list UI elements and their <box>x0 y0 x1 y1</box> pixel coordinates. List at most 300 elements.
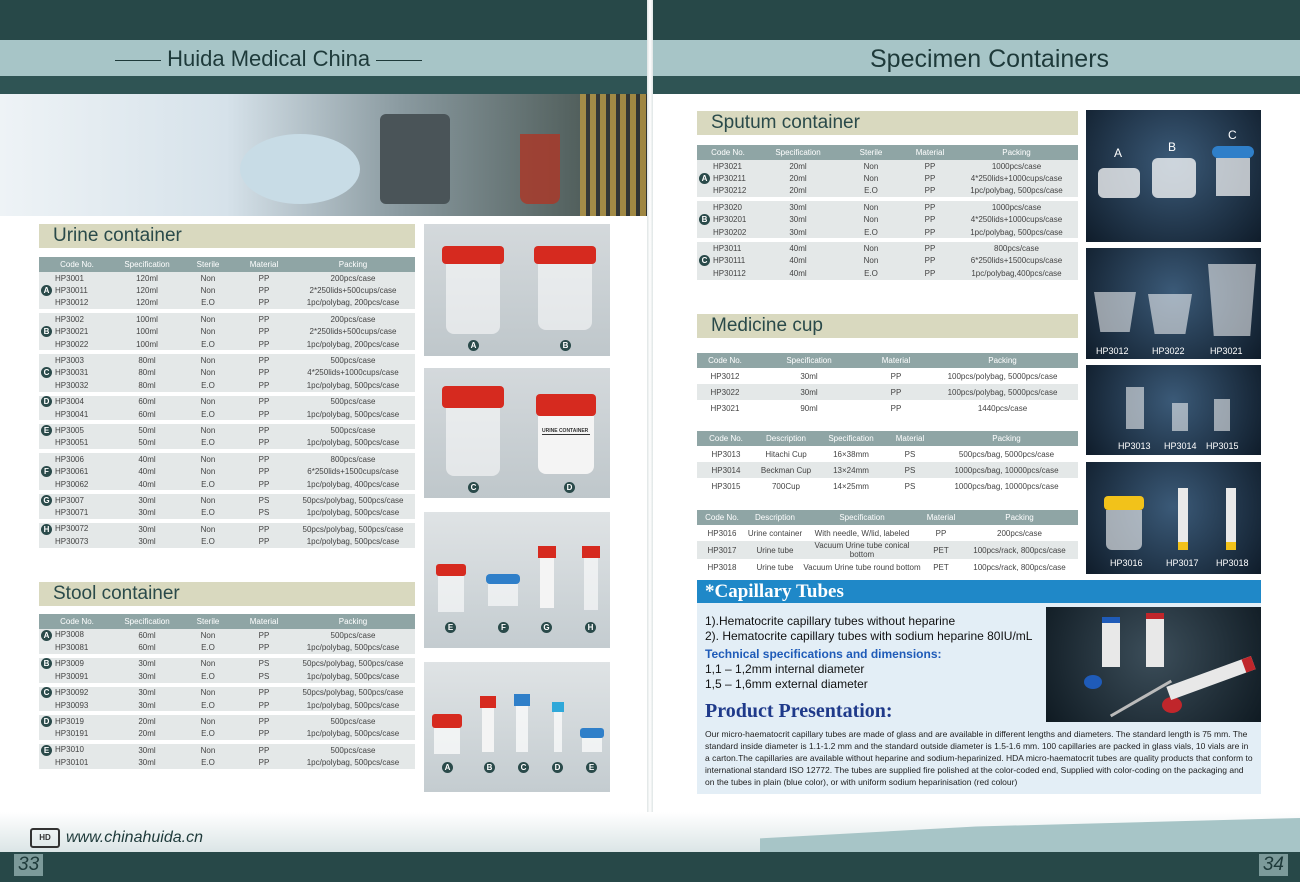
table-cell <box>39 629 115 641</box>
group-badge: A <box>699 173 710 184</box>
urine-table <box>39 257 415 548</box>
photo-label-b: B <box>1168 140 1177 154</box>
table-row <box>39 313 415 325</box>
table-cell: HP3021 <box>710 403 740 413</box>
table-cell <box>697 255 759 267</box>
table-row <box>697 160 1078 172</box>
table-cell: PET <box>921 541 961 559</box>
table-cell: 40ml <box>115 465 179 477</box>
table-cell: 1000pcs/case <box>955 201 1078 213</box>
table-row <box>697 368 1078 384</box>
table-cell: HP3014 <box>697 462 755 478</box>
table-cell: 80ml <box>115 379 179 391</box>
table-cell: 200pcs/case <box>291 313 415 325</box>
table-cell <box>697 267 759 279</box>
table-row <box>697 462 1078 478</box>
table-cell: 20ml <box>759 185 837 197</box>
group-badge: B <box>41 658 52 669</box>
table-row <box>697 446 1078 462</box>
table-cell: 30ml <box>115 523 179 535</box>
table-cell: Non <box>179 313 237 325</box>
table-cell: E.O <box>179 297 237 309</box>
table-row <box>39 354 415 366</box>
table-cell: PP <box>237 744 291 756</box>
table-cell: 50pcs/polybag, 500pcs/case <box>291 687 415 699</box>
table-cell: Non <box>837 172 905 184</box>
table-cell: PP <box>237 687 291 699</box>
table-row <box>39 744 415 756</box>
table-cell: Non <box>179 658 237 670</box>
table-cell <box>697 160 759 172</box>
table-cell: 1pc/polybag, 500pcs/case <box>291 437 415 449</box>
medicine-table-2 <box>697 431 1078 494</box>
table-cell: PP <box>935 528 947 538</box>
code-no: HP3003 <box>55 356 84 366</box>
table-cell: 100pcs/rack, 800pcs/case <box>961 541 1078 559</box>
table-cell: 100ml <box>115 338 179 350</box>
table-cell: Non <box>179 424 237 436</box>
table-cell: 1pc/polybag, 500pcs/case <box>291 379 415 391</box>
table-row <box>39 367 415 379</box>
table-cell: 1pc/polybag, 500pcs/case <box>291 670 415 682</box>
photo-label-b: B <box>560 340 571 351</box>
table-cell: PP <box>905 242 955 254</box>
code-no: HP30111 <box>713 256 746 266</box>
table-cell: Vacuum Urine tube conical bottom <box>803 541 921 559</box>
table-row <box>39 338 415 350</box>
table-cell: PP <box>237 367 291 379</box>
group-badge: B <box>41 326 52 337</box>
table-row <box>39 728 415 740</box>
table-cell: PP <box>905 226 955 238</box>
table-cell: 50ml <box>115 437 179 449</box>
table-cell: 100pcs/polybag, 5000pcs/case <box>947 371 1058 381</box>
table-cell: E.O <box>179 535 237 547</box>
table-cell: 1pc/polybag, 200pcs/case <box>291 297 415 309</box>
table-row <box>39 535 415 547</box>
table-cell: 30ml <box>115 744 179 756</box>
table-cell: Beckman Cup <box>755 462 817 478</box>
table-cell: 4*250lids+1000cups/case <box>291 367 415 379</box>
table-cell <box>39 396 115 408</box>
col-code: Code No. <box>697 145 759 160</box>
table-cell: 30ml <box>759 214 837 226</box>
code-no: HP30112 <box>713 268 746 278</box>
table-cell: HP3012 <box>710 371 740 381</box>
table-cell: PET <box>933 562 949 572</box>
code-no: HP30032 <box>55 380 89 390</box>
table-row <box>697 400 1078 416</box>
table-cell: E.O <box>179 728 237 740</box>
col-packing: Packing <box>935 431 1078 446</box>
code-no: HP30201 <box>713 214 747 224</box>
table-cell: 30ml <box>800 371 818 381</box>
group-badge: F <box>41 466 52 477</box>
code-no: HP3010 <box>55 745 84 755</box>
table-cell <box>697 185 759 197</box>
table-cell: 30ml <box>115 757 179 769</box>
footer-logo: HD <box>30 828 60 848</box>
table-cell: 40ml <box>759 267 837 279</box>
table-cell: Non <box>837 160 905 172</box>
table-cell <box>39 523 115 535</box>
table-cell: PP <box>237 424 291 436</box>
table-cell: Non <box>837 201 905 213</box>
table-cell: E.O <box>179 757 237 769</box>
table-cell: E.O <box>179 507 237 519</box>
table-cell: 6*250lids+1500cups/case <box>955 255 1078 267</box>
table-cell: E.O <box>179 379 237 391</box>
table-cell: Non <box>179 744 237 756</box>
table-cell: PP <box>905 214 955 226</box>
table-cell: PP <box>237 437 291 449</box>
table-cell: 1pc/polybag, 500pcs/case <box>955 226 1078 238</box>
code-no: HP30101 <box>55 758 89 768</box>
tech-spec-2: 1,5 – 1,6mm external diameter <box>705 677 868 691</box>
table-cell <box>39 297 115 309</box>
table-cell: PP <box>237 396 291 408</box>
photo-label-e: E <box>445 622 456 633</box>
col-packing: Packing <box>291 257 415 272</box>
code-no: HP3011 <box>713 244 742 254</box>
table-cell <box>39 367 115 379</box>
table-cell: 80ml <box>115 354 179 366</box>
table-cell: E.O <box>179 437 237 449</box>
code-no: HP30091 <box>55 671 89 681</box>
table-cell: 30ml <box>115 670 179 682</box>
table-cell: PP <box>237 478 291 490</box>
table-row <box>39 453 415 465</box>
table-row <box>39 494 415 506</box>
table-cell: PP <box>237 313 291 325</box>
table-cell: Non <box>179 396 237 408</box>
table-cell: 30ml <box>115 687 179 699</box>
footer-website[interactable]: www.chinahuida.cn <box>66 829 203 846</box>
product-presentation-text: Our micro-haematocrit capillary tubes are made of glass and are available in different lengths and diameters. The standard length is 75 mm. The standard inside diameter is 1.1-1.2 mm and the standard outside diameter is 1.5-1.6 mm. 100 capillaries are packed in glass vials, 10 vials are in a carton.The capillaries are available without heparine and sodium-heparinized. HDA micro-haematocrit tubes are quality products that conform to international standard ISO 12772. The tubes are supplied fire polished at the color-coded end, Supplied with color-coding on the packaging and on the tubes in plain (blue color), or with uniform sodium heparinisation (red colour) <box>705 729 1253 787</box>
table-row <box>39 687 415 699</box>
table-cell <box>39 453 115 465</box>
table-cell: PP <box>237 379 291 391</box>
table-cell: 20ml <box>759 172 837 184</box>
table-cell <box>39 699 115 711</box>
group-badge: C <box>41 367 52 378</box>
table-row <box>39 699 415 711</box>
group-badge: A <box>41 630 52 641</box>
code-no: HP3004 <box>55 396 84 406</box>
table-cell: 30ml <box>759 201 837 213</box>
table-cell: 30ml <box>115 658 179 670</box>
table-cell: Non <box>179 453 237 465</box>
table-cell <box>697 214 759 226</box>
table-cell: 1000pcs/case <box>955 160 1078 172</box>
table-cell: 30ml <box>759 226 837 238</box>
table-cell: HP3015 <box>711 481 741 491</box>
col-description: Description <box>747 510 803 525</box>
code-no: HP3009 <box>55 659 84 669</box>
photo-label-c: C <box>468 482 479 493</box>
table-row <box>697 267 1078 279</box>
code-no: HP3008 <box>55 630 84 640</box>
photo-label-hp3012: HP3012 <box>1096 346 1129 356</box>
photo-sputum-abc <box>1086 110 1261 242</box>
table-cell <box>39 658 115 670</box>
table-cell <box>39 354 115 366</box>
footer-band <box>0 852 1300 882</box>
table-cell <box>39 424 115 436</box>
group-badge: G <box>41 495 52 506</box>
table-cell <box>39 313 115 325</box>
table-cell: 100ml <box>115 326 179 338</box>
table-cell: PP <box>237 728 291 740</box>
table-cell: PS <box>237 494 291 506</box>
table-cell: Non <box>179 326 237 338</box>
photo-label-b: B <box>484 762 495 773</box>
col-material: Material <box>885 431 935 446</box>
table-cell: Vacuum Urine tube round bottom <box>803 562 921 572</box>
tech-spec-1: 1,1 – 1,2mm internal diameter <box>705 662 865 676</box>
table-cell: PP <box>905 185 955 197</box>
photo-label-f: F <box>498 622 509 633</box>
group-badge: E <box>41 745 52 756</box>
table-cell: 4*250lids+1000cups/case <box>955 172 1078 184</box>
table-cell: 40ml <box>759 255 837 267</box>
photo-medicine-cups <box>1086 248 1261 359</box>
table-cell: 30ml <box>753 384 865 400</box>
table-cell: HP3017 <box>697 541 747 559</box>
code-no: HP30073 <box>55 537 89 547</box>
code-no: HP3002 <box>55 314 84 324</box>
col-packing: Packing <box>961 510 1078 525</box>
table-cell: 120ml <box>115 272 179 284</box>
table-cell: Non <box>179 272 237 284</box>
photo-label-hp3014: HP3014 <box>1164 441 1197 451</box>
table-cell: Non <box>179 687 237 699</box>
table-cell <box>697 226 759 238</box>
table-cell: Non <box>837 242 905 254</box>
code-no: HP3007 <box>55 495 84 505</box>
medicine-table-1 <box>697 353 1078 416</box>
photo-stool-abcde <box>424 662 610 792</box>
table-cell: 13×24mm <box>817 462 885 478</box>
table-cell <box>39 535 115 547</box>
table-cell: Non <box>837 255 905 267</box>
table-cell: Non <box>179 284 237 296</box>
col-sterile: Sterile <box>837 145 905 160</box>
col-spec: Specification <box>115 614 179 629</box>
table-cell: 30ml <box>115 507 179 519</box>
photo-urine-tubes <box>1086 462 1261 574</box>
table-cell <box>39 744 115 756</box>
photo-label-hp3021: HP3021 <box>1210 346 1243 356</box>
table-cell: Non <box>179 629 237 641</box>
capillary-line-2: 2). Hematocrite capillary tubes with sodium heparine 80IU/mL <box>705 629 1033 643</box>
table-row <box>39 715 415 727</box>
table-row <box>39 326 415 338</box>
table-cell: 16×38mm <box>833 449 869 459</box>
code-no: HP30031 <box>55 368 89 378</box>
table-row <box>697 226 1078 238</box>
table-cell: PP <box>237 523 291 535</box>
table-row <box>697 384 1078 400</box>
group-badge: C <box>699 255 710 266</box>
table-row <box>39 284 415 296</box>
table-cell: Non <box>179 715 237 727</box>
table-cell: Non <box>179 523 237 535</box>
table-cell: E.O <box>179 338 237 350</box>
table-cell: Hitachi Cup <box>765 449 807 459</box>
photo-label-hp3015: HP3015 <box>1206 441 1239 451</box>
table-cell: E.O <box>179 699 237 711</box>
col-material: Material <box>237 614 291 629</box>
table-cell: Non <box>179 354 237 366</box>
table-row <box>39 658 415 670</box>
table-cell: With needle, W/lid, labeled <box>814 528 910 538</box>
table-row <box>39 670 415 682</box>
photo-label-g: G <box>541 622 552 633</box>
table-cell: Non <box>179 494 237 506</box>
code-no: HP3021 <box>713 161 742 171</box>
code-no: HP30071 <box>55 508 89 518</box>
table-cell: PP <box>237 715 291 727</box>
code-no: HP30021 <box>55 326 89 336</box>
table-cell <box>697 242 759 254</box>
code-no: HP3019 <box>55 716 84 726</box>
table-row <box>39 272 415 284</box>
table-row <box>39 379 415 391</box>
table-cell <box>39 687 115 699</box>
code-no: HP30212 <box>713 186 747 196</box>
table-cell: 4*250lids+1000cups/case <box>955 214 1078 226</box>
table-cell: 200pcs/case <box>291 272 415 284</box>
table-cell: 200pcs/case <box>997 528 1042 538</box>
medicine-section-title: Medicine cup <box>697 314 1078 338</box>
code-no: HP30093 <box>55 700 89 710</box>
table-cell: 40ml <box>759 242 837 254</box>
table-cell: Non <box>179 465 237 477</box>
code-no: HP30022 <box>55 339 89 349</box>
table-row <box>39 297 415 309</box>
code-no: HP30011 <box>55 285 88 295</box>
table-cell: PS <box>237 658 291 670</box>
table-cell: 1000pcs/bag, 10000pcs/case <box>954 481 1059 491</box>
table-cell: PP <box>237 465 291 477</box>
medicine-table-3 <box>697 510 1078 575</box>
table-cell <box>697 201 759 213</box>
table-cell: 2*250lids+500cups/case <box>291 284 415 296</box>
code-no: HP3005 <box>55 425 84 435</box>
sputum-table <box>697 145 1078 280</box>
table-cell <box>39 478 115 490</box>
table-cell <box>39 437 115 449</box>
code-no: HP30211 <box>713 173 746 183</box>
group-badge: C <box>41 687 52 698</box>
table-cell: 30ml <box>115 699 179 711</box>
photo-label-hp3017: HP3017 <box>1166 558 1199 568</box>
table-cell: 1pc/polybag, 500pcs/case <box>291 699 415 711</box>
table-row <box>697 201 1078 213</box>
table-cell: PP <box>237 699 291 711</box>
table-row <box>697 172 1078 184</box>
table-cell: 1pc/polybag, 500pcs/case <box>291 507 415 519</box>
stool-section-title: Stool container <box>39 582 415 606</box>
table-row <box>39 478 415 490</box>
table-cell: PP <box>237 408 291 420</box>
table-cell: PP <box>905 201 955 213</box>
table-cell <box>39 408 115 420</box>
capillary-line-1: 1).Hematocrite capillary tubes without heparine <box>705 614 956 628</box>
table-cell <box>39 326 115 338</box>
table-row <box>39 408 415 420</box>
capillary-title: *Capillary Tubes <box>705 581 844 602</box>
table-cell <box>39 272 115 284</box>
code-no: HP3001 <box>55 273 84 283</box>
code-no: HP30191 <box>55 729 89 739</box>
col-sterile: Sterile <box>179 614 237 629</box>
group-badge: D <box>41 716 52 727</box>
table-cell: PP <box>890 403 902 413</box>
col-code: Code No. <box>697 431 755 446</box>
table-cell: 1440pcs/case <box>977 403 1028 413</box>
table-row <box>697 214 1078 226</box>
table-cell: PS <box>885 462 935 478</box>
table-cell: Non <box>179 367 237 379</box>
photo-urine-cd <box>424 368 610 498</box>
table-cell: 1pc/polybag, 500pcs/case <box>291 535 415 547</box>
col-spec: Specification <box>115 257 179 272</box>
table-cell: HP3018 <box>707 562 737 572</box>
table-cell: 60ml <box>115 408 179 420</box>
table-cell: 60ml <box>115 641 179 653</box>
table-cell <box>39 715 115 727</box>
table-cell: PP <box>905 160 955 172</box>
photo-label-hp3016: HP3016 <box>1110 558 1143 568</box>
group-badge: H <box>41 524 52 535</box>
table-cell: 120ml <box>115 284 179 296</box>
table-cell: 50pcs/polybag, 500pcs/case <box>291 494 415 506</box>
photo-label-e: E <box>586 762 597 773</box>
code-no: HP30061 <box>55 466 89 476</box>
table-cell: PP <box>237 284 291 296</box>
table-cell: Urine tube <box>747 541 803 559</box>
table-cell: PP <box>237 272 291 284</box>
photo-label-d: D <box>552 762 563 773</box>
table-cell: PP <box>237 338 291 350</box>
photo-label-c: C <box>1228 128 1237 142</box>
col-spec: Specification <box>803 510 921 525</box>
table-cell: PP <box>237 535 291 547</box>
table-cell: PP <box>237 453 291 465</box>
table-cell: 100ml <box>115 313 179 325</box>
table-cell: 90ml <box>800 403 818 413</box>
col-spec: Specification <box>817 431 885 446</box>
page-fold <box>647 0 653 882</box>
table-cell: PP <box>237 757 291 769</box>
table-cell: PS <box>904 481 916 491</box>
group-badge: D <box>41 396 52 407</box>
code-no: HP3020 <box>713 202 742 212</box>
table-row <box>39 641 415 653</box>
table-cell <box>39 507 115 519</box>
code-no: HP30092 <box>55 687 89 697</box>
table-cell: 2*250lids+500cups/case <box>291 326 415 338</box>
table-cell: 50ml <box>115 424 179 436</box>
table-cell: 30ml <box>115 535 179 547</box>
table-cell: 60ml <box>115 629 179 641</box>
table-cell: 500pcs/bag, 5000pcs/case <box>958 449 1055 459</box>
col-code: Code No. <box>39 257 115 272</box>
table-cell: 60ml <box>115 396 179 408</box>
table-row <box>697 525 1078 541</box>
